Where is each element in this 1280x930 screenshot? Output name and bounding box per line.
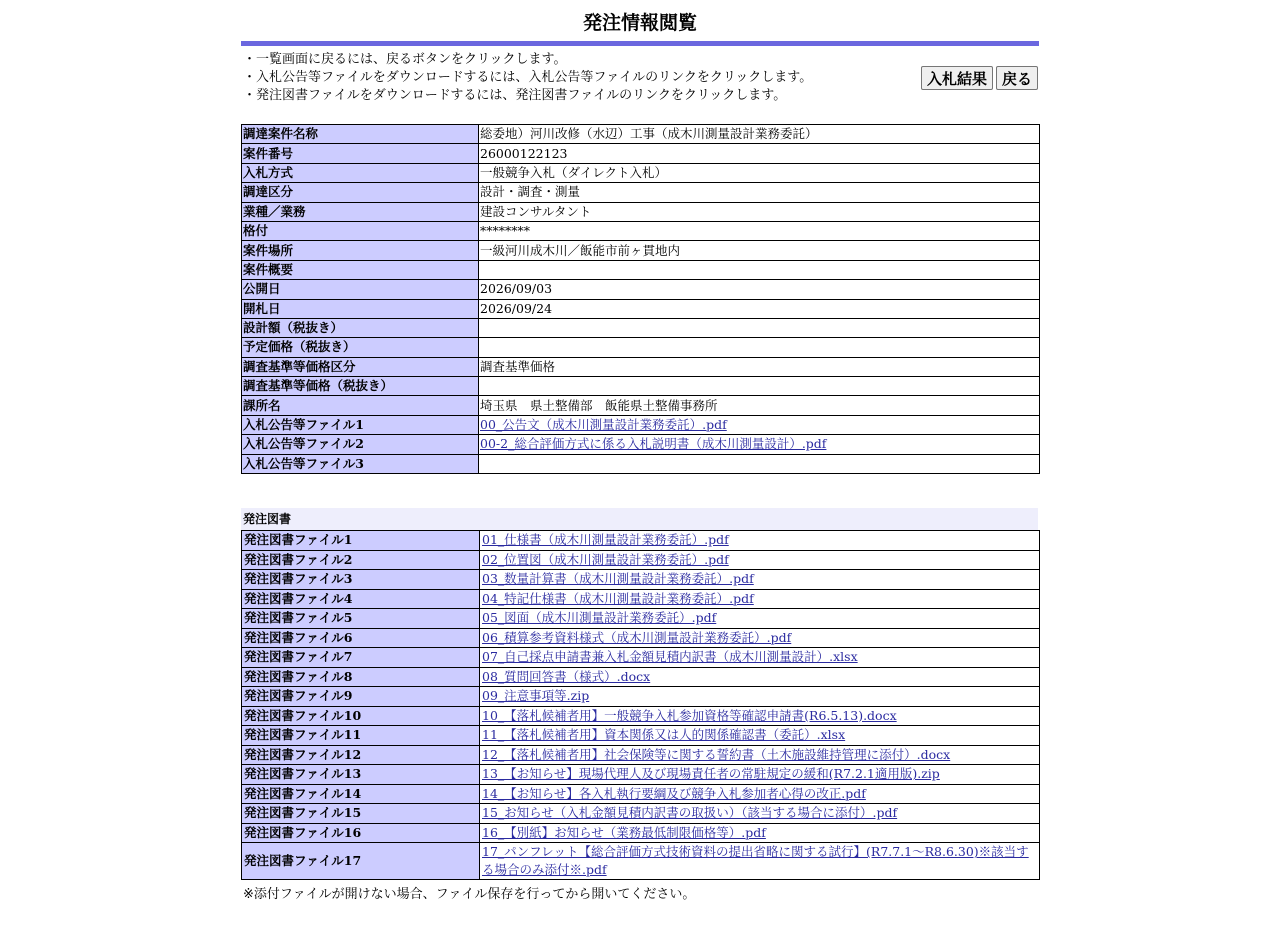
- document-file-link[interactable]: 15_お知らせ（入札金額見積内訳書の取扱い）（該当する場合に添付）.pdf: [482, 805, 898, 821]
- file-row: [242, 843, 1040, 880]
- info-row: [242, 377, 1040, 396]
- info-file-cell: [479, 435, 1040, 454]
- document-file-link[interactable]: 06_積算参考資料様式（成木川測量設計業務委託）.pdf: [482, 629, 792, 645]
- file-label: 発注図書ファイル1: [242, 531, 480, 551]
- file-label: 発注図書ファイル13: [242, 765, 480, 785]
- info-label: 入札公告等ファイル2: [242, 435, 479, 454]
- info-label: 格付: [242, 221, 479, 240]
- file-label: 発注図書ファイル14: [242, 784, 480, 804]
- document-file-link[interactable]: 10_【落札候補者用】一般競争入札参加資格等確認申請書(R6.5.13).docx: [482, 707, 897, 723]
- file-cell: [480, 706, 1040, 726]
- notice-file-link[interactable]: 00-2_総合評価方式に係る入札説明書（成木川測量設計）.pdf: [480, 436, 827, 452]
- file-row: [242, 589, 1040, 609]
- info-label: 公開日: [242, 280, 479, 299]
- order-info-table: [241, 124, 1040, 474]
- info-label: 調査基準等価格（税抜き）: [242, 377, 479, 396]
- file-row: [242, 823, 1040, 843]
- file-label: 発注図書ファイル16: [242, 823, 480, 843]
- info-label: 入札公告等ファイル3: [242, 454, 479, 473]
- document-file-link[interactable]: 05_図面（成木川測量設計業務委託）.pdf: [482, 610, 717, 626]
- info-label: 調達区分: [242, 183, 479, 202]
- info-label: 予定価格（税抜き）: [242, 338, 479, 357]
- document-file-link[interactable]: 11_【落札候補者用】資本関係又は人的関係確認書（委託）.xlsx: [482, 727, 846, 743]
- info-row: [242, 163, 1040, 182]
- info-row: [242, 299, 1040, 318]
- info-value: 設計・調査・測量: [479, 183, 1040, 202]
- info-row: [242, 338, 1040, 357]
- file-label: 発注図書ファイル3: [242, 570, 480, 590]
- file-row: [242, 726, 1040, 746]
- file-cell: [480, 823, 1040, 843]
- document-file-link[interactable]: 14_【お知らせ】各入札執行要綱及び競争入札参加者心得の改正.pdf: [482, 785, 866, 801]
- instruction-line: ・発注図書ファイルをダウンロードするには、発注図書ファイルのリンクをクリックします。: [243, 88, 787, 103]
- info-value: 一般競争入札（ダイレクト入札）: [479, 163, 1040, 182]
- file-cell: [480, 550, 1040, 570]
- info-row: [242, 280, 1040, 299]
- file-label: 発注図書ファイル8: [242, 667, 480, 687]
- file-row: [242, 648, 1040, 668]
- file-row: [242, 570, 1040, 590]
- info-label: 調査基準等価格区分: [242, 357, 479, 376]
- info-file-cell: [479, 454, 1040, 473]
- file-cell: [480, 726, 1040, 746]
- info-label: 課所名: [242, 396, 479, 415]
- info-value: 2026/09/24: [479, 299, 1040, 318]
- info-value: 26000122123: [479, 144, 1040, 163]
- info-label: 案件概要: [242, 260, 479, 279]
- document-file-link[interactable]: 02_位置図（成木川測量設計業務委託）.pdf: [482, 551, 729, 567]
- file-cell: [480, 804, 1040, 824]
- file-label: 発注図書ファイル10: [242, 706, 480, 726]
- info-value: 一級河川成木川／飯能市前ヶ貫地内: [479, 241, 1040, 260]
- info-row: [242, 318, 1040, 337]
- page-title: 発注情報閲覧: [582, 12, 697, 34]
- file-label: 発注図書ファイル5: [242, 609, 480, 629]
- document-file-link[interactable]: 07_自己採点申請書兼入札金額見積内訳書（成木川測量設計）.xlsx: [482, 649, 858, 665]
- info-value: [479, 338, 1040, 357]
- instructions: [243, 51, 812, 105]
- file-row: [242, 784, 1040, 804]
- file-cell: [480, 628, 1040, 648]
- order-documents-table: [241, 530, 1040, 880]
- info-value: [479, 377, 1040, 396]
- file-cell: [480, 648, 1040, 668]
- info-row: [242, 357, 1040, 376]
- info-row: [242, 202, 1040, 221]
- info-row: [242, 415, 1040, 434]
- file-cell: [480, 667, 1040, 687]
- section-title-order-documents: 発注図書: [241, 508, 1038, 530]
- file-cell: [480, 609, 1040, 629]
- action-buttons: [921, 66, 1038, 90]
- file-label: 発注図書ファイル17: [242, 843, 480, 880]
- info-row: [242, 260, 1040, 279]
- info-value: 埼玉県 県土整備部 飯能県土整備事務所: [479, 396, 1040, 415]
- document-file-link[interactable]: 03_数量計算書（成木川測量設計業務委託）.pdf: [482, 571, 754, 587]
- file-cell: [480, 687, 1040, 707]
- bid-result-button[interactable]: 入札結果: [921, 66, 993, 90]
- file-row: [242, 687, 1040, 707]
- info-value: 建設コンサルタント: [479, 202, 1040, 221]
- file-cell: [480, 570, 1040, 590]
- info-row: [242, 183, 1040, 202]
- info-value: 調査基準価格: [479, 357, 1040, 376]
- info-label: 調達案件名称: [242, 125, 479, 144]
- file-row: [242, 609, 1040, 629]
- document-file-link[interactable]: 08_質問回答書（様式）.docx: [482, 668, 651, 684]
- info-file-cell: [479, 415, 1040, 434]
- info-value: [479, 260, 1040, 279]
- document-file-link[interactable]: 12_【落札候補者用】社会保険等に関する誓約書（土木施設維持管理に添付）.docx: [482, 746, 951, 762]
- back-button[interactable]: 戻る: [996, 66, 1038, 90]
- info-row: [242, 144, 1040, 163]
- file-row: [242, 667, 1040, 687]
- file-row: [242, 531, 1040, 551]
- page-container: [241, 0, 1039, 902]
- file-label: 発注図書ファイル7: [242, 648, 480, 668]
- file-label: 発注図書ファイル9: [242, 687, 480, 707]
- file-label: 発注図書ファイル6: [242, 628, 480, 648]
- info-label: 開札日: [242, 299, 479, 318]
- info-value: ********: [479, 221, 1040, 240]
- info-row: [242, 125, 1040, 144]
- info-label: 入札公告等ファイル1: [242, 415, 479, 434]
- instruction-line: ・一覧画面に戻るには、戻るボタンをクリックします。: [243, 52, 567, 67]
- file-label: 発注図書ファイル4: [242, 589, 480, 609]
- info-value: [479, 318, 1040, 337]
- document-file-link[interactable]: 01_仕様書（成木川測量設計業務委託）.pdf: [482, 532, 729, 548]
- notice-file-link[interactable]: 00_公告文（成木川測量設計業務委託）.pdf: [480, 417, 727, 433]
- file-label: 発注図書ファイル2: [242, 550, 480, 570]
- info-row: [242, 396, 1040, 415]
- file-cell: [480, 589, 1040, 609]
- file-label: 発注図書ファイル12: [242, 745, 480, 765]
- info-row: [242, 435, 1040, 454]
- file-row: [242, 765, 1040, 785]
- instructions-area: [241, 46, 1039, 124]
- info-row: [242, 241, 1040, 260]
- info-label: 入札方式: [242, 163, 479, 182]
- file-cell: [480, 765, 1040, 785]
- file-row: [242, 804, 1040, 824]
- file-row: [242, 550, 1040, 570]
- file-cell: [480, 745, 1040, 765]
- info-value: 2026/09/03: [479, 280, 1040, 299]
- document-file-link[interactable]: 13_【お知らせ】現場代理人及び現場責任者の常駐規定の緩和(R7.2.1適用版).zip: [482, 766, 940, 782]
- info-label: 業種／業務: [242, 202, 479, 221]
- info-row: [242, 221, 1040, 240]
- info-label: 設計額（税抜き）: [242, 318, 479, 337]
- instruction-line: ・入札公告等ファイルをダウンロードするには、入札公告等ファイルのリンクをクリックします。: [243, 70, 813, 85]
- footnote: ※添付ファイルが開けない場合、ファイル保存を行ってから開いてください。: [243, 887, 696, 903]
- file-row: [242, 745, 1040, 765]
- info-value: 総委地）河川改修（水辺）工事（成木川測量設計業務委託）: [479, 125, 1040, 144]
- document-file-link[interactable]: 04_特記仕様書（成木川測量設計業務委託）.pdf: [482, 590, 754, 606]
- file-label: 発注図書ファイル15: [242, 804, 480, 824]
- document-file-link[interactable]: 17_パンフレット【総合評価方式技術資料の提出省略に関する試行】(R7.7.1～R8.6.30)※該当する場合のみ添付※.pdf: [482, 844, 1029, 878]
- file-row: [242, 628, 1040, 648]
- file-cell: [480, 531, 1040, 551]
- file-cell: [480, 843, 1040, 880]
- file-cell: [480, 784, 1040, 804]
- file-row: [242, 706, 1040, 726]
- info-row: [242, 454, 1040, 473]
- file-label: 発注図書ファイル11: [242, 726, 480, 746]
- document-file-link[interactable]: 09_注意事項等.zip: [482, 688, 590, 704]
- document-file-link[interactable]: 16_【別紙】お知らせ（業務最低制限価格等）.pdf: [482, 824, 766, 840]
- info-label: 案件場所: [242, 241, 479, 260]
- info-label: 案件番号: [242, 144, 479, 163]
